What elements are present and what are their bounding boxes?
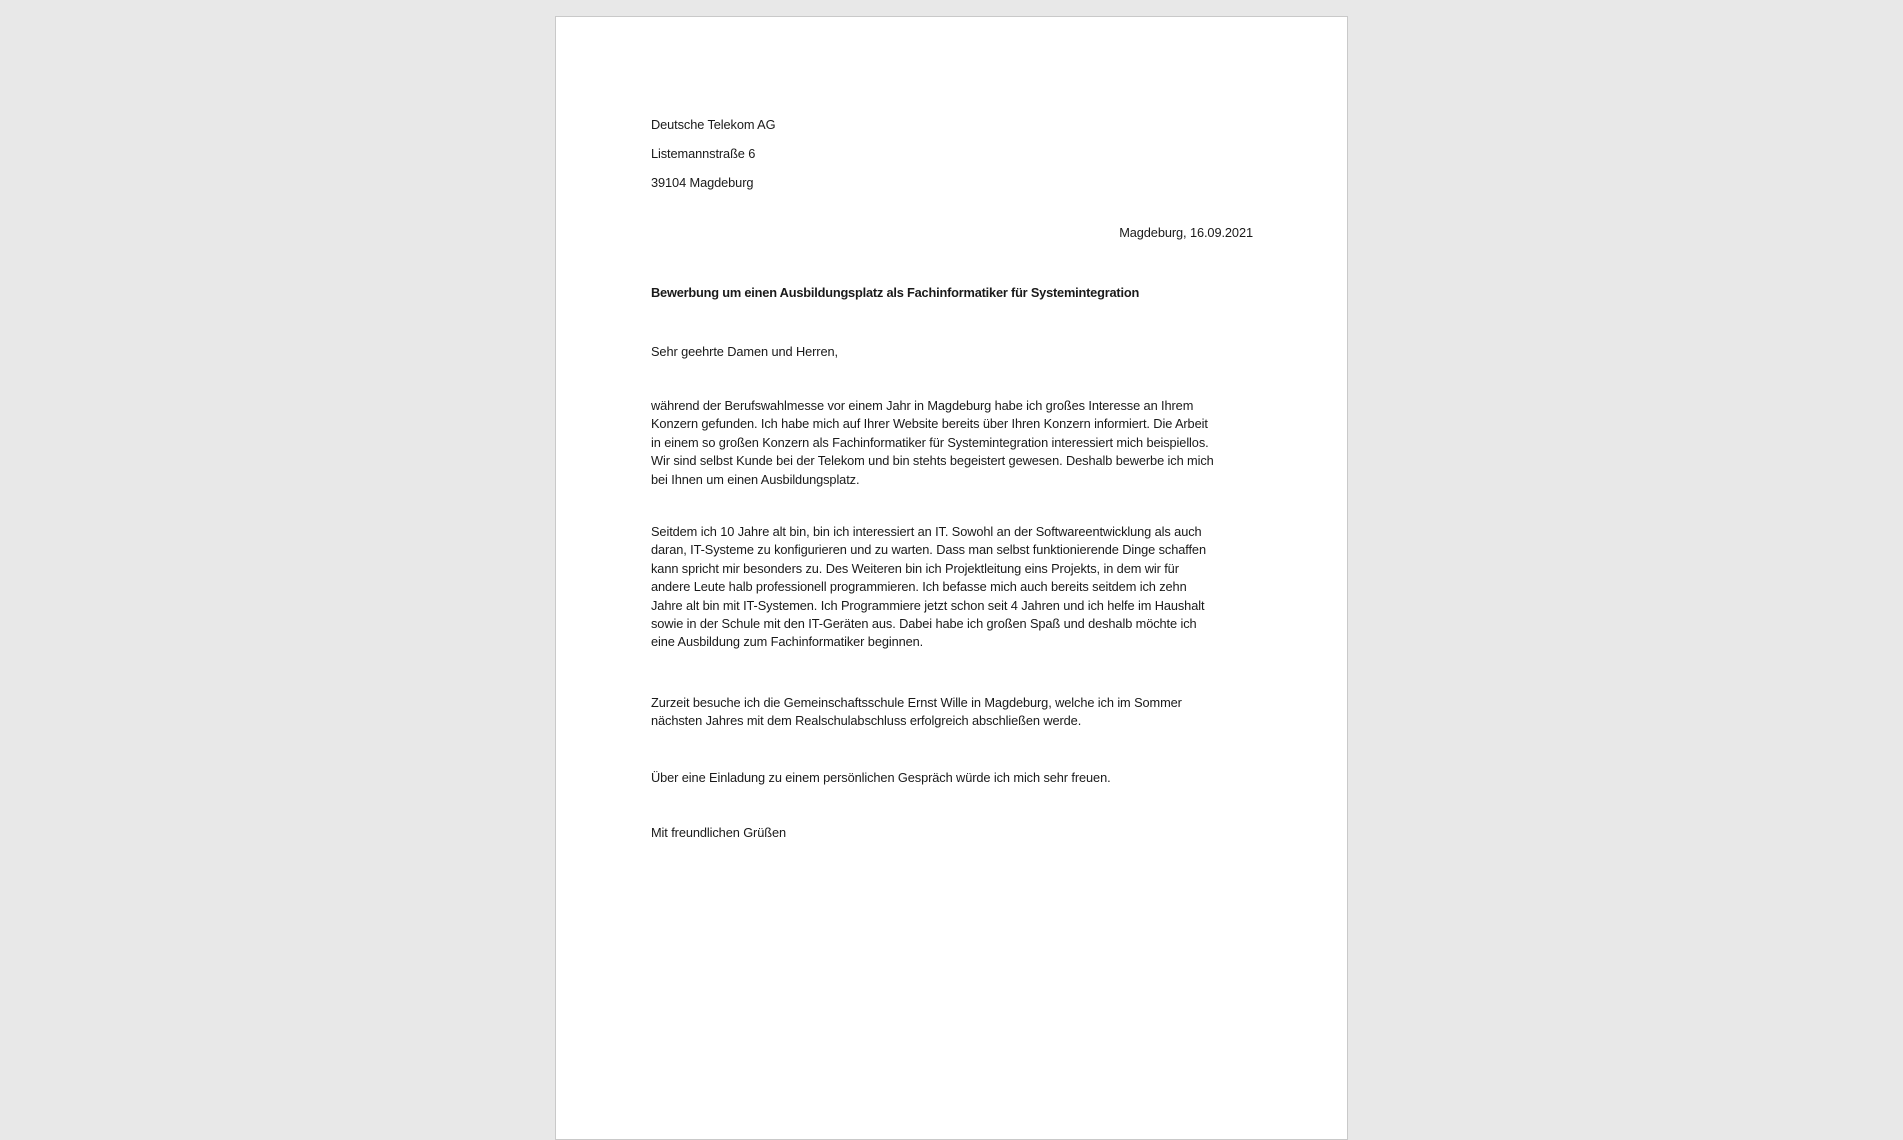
subject-line	[651, 284, 1253, 302]
closing-line	[651, 769, 1253, 787]
closing-text: Über eine Einladung zu einem persönlichen Gespräch würde ich mich sehr freuen.	[651, 770, 1111, 785]
signoff-line	[651, 824, 1253, 842]
paragraph-line: während der Berufswahlmesse vor einem Jahr in Magdeburg habe ich großes Interesse an Ihrem	[651, 398, 1194, 413]
body-paragraph-2	[651, 523, 1253, 652]
date-text: Magdeburg, 16.09.2021	[1119, 225, 1253, 240]
letter-page[interactable]	[555, 16, 1348, 1140]
paragraph-line: Seitdem ich 10 Jahre alt bin, bin ich interessiert an IT. Sowohl an der Softwareentwicklung als auch	[651, 524, 1202, 539]
subject-text: Bewerbung um einen Ausbildungsplatz als Fachinformatiker für Systemintegration	[651, 285, 1140, 300]
paragraph-line: sowie in der Schule mit den IT-Geräten aus. Dabei habe ich großen Spaß und deshalb möchte ich	[651, 616, 1197, 632]
paragraph-line: bei Ihnen um einen Ausbildungsplatz.	[651, 471, 860, 487]
paragraph-line: in einem so großen Konzern als Fachinformatiker für Systemintegration interessiert mich beispiellos.	[651, 434, 1209, 450]
body-paragraph-3	[651, 694, 1253, 731]
paragraph-line: Konzern gefunden. Ich habe mich auf Ihrer Website bereits über Ihren Konzern informiert. Die Arbeit	[651, 416, 1208, 432]
address-line: 39104 Magdeburg	[651, 175, 754, 190]
paragraph-line: eine Ausbildung zum Fachinformatiker beginnen.	[651, 634, 924, 650]
recipient-address	[651, 116, 1253, 203]
paragraph-line: Wir sind selbst Kunde bei der Telekom und bin stehts begeistert gewesen. Deshalb bewerbe ich mich	[651, 453, 1214, 469]
paragraph-line: nächsten Jahres mit dem Realschulabschluss erfolgreich abschließen werde.	[651, 713, 1082, 729]
body-paragraph-1	[651, 397, 1253, 489]
paragraph-line: daran, IT-Systeme zu konfigurieren und zu warten. Dass man selbst funktionierende Dinge schaffen	[651, 542, 1206, 558]
paragraph-line: Jahre alt bin mit IT-Systemen. Ich Programmiere jetzt schon seit 4 Jahren und ich helfe im Haushalt	[651, 597, 1205, 613]
paragraph-line: andere Leute halb professionell programmieren. Ich befasse mich auch bereits seitdem ich zehn	[651, 579, 1187, 595]
salutation-text: Sehr geehrte Damen und Herren,	[651, 344, 838, 359]
paragraph-line: Zurzeit besuche ich die Gemeinschaftsschule Ernst Wille in Magdeburg, welche ich im Sommer	[651, 695, 1182, 710]
address-line: Listemannstraße 6	[651, 146, 756, 161]
salutation	[651, 343, 1253, 361]
address-line: Deutsche Telekom AG	[651, 117, 776, 132]
signoff-text: Mit freundlichen Grüßen	[651, 825, 786, 840]
paragraph-line: kann spricht mir besonders zu. Des Weiteren bin ich Projektleitung eins Projekts, in dem wir für	[651, 560, 1179, 576]
date-line	[651, 224, 1253, 242]
